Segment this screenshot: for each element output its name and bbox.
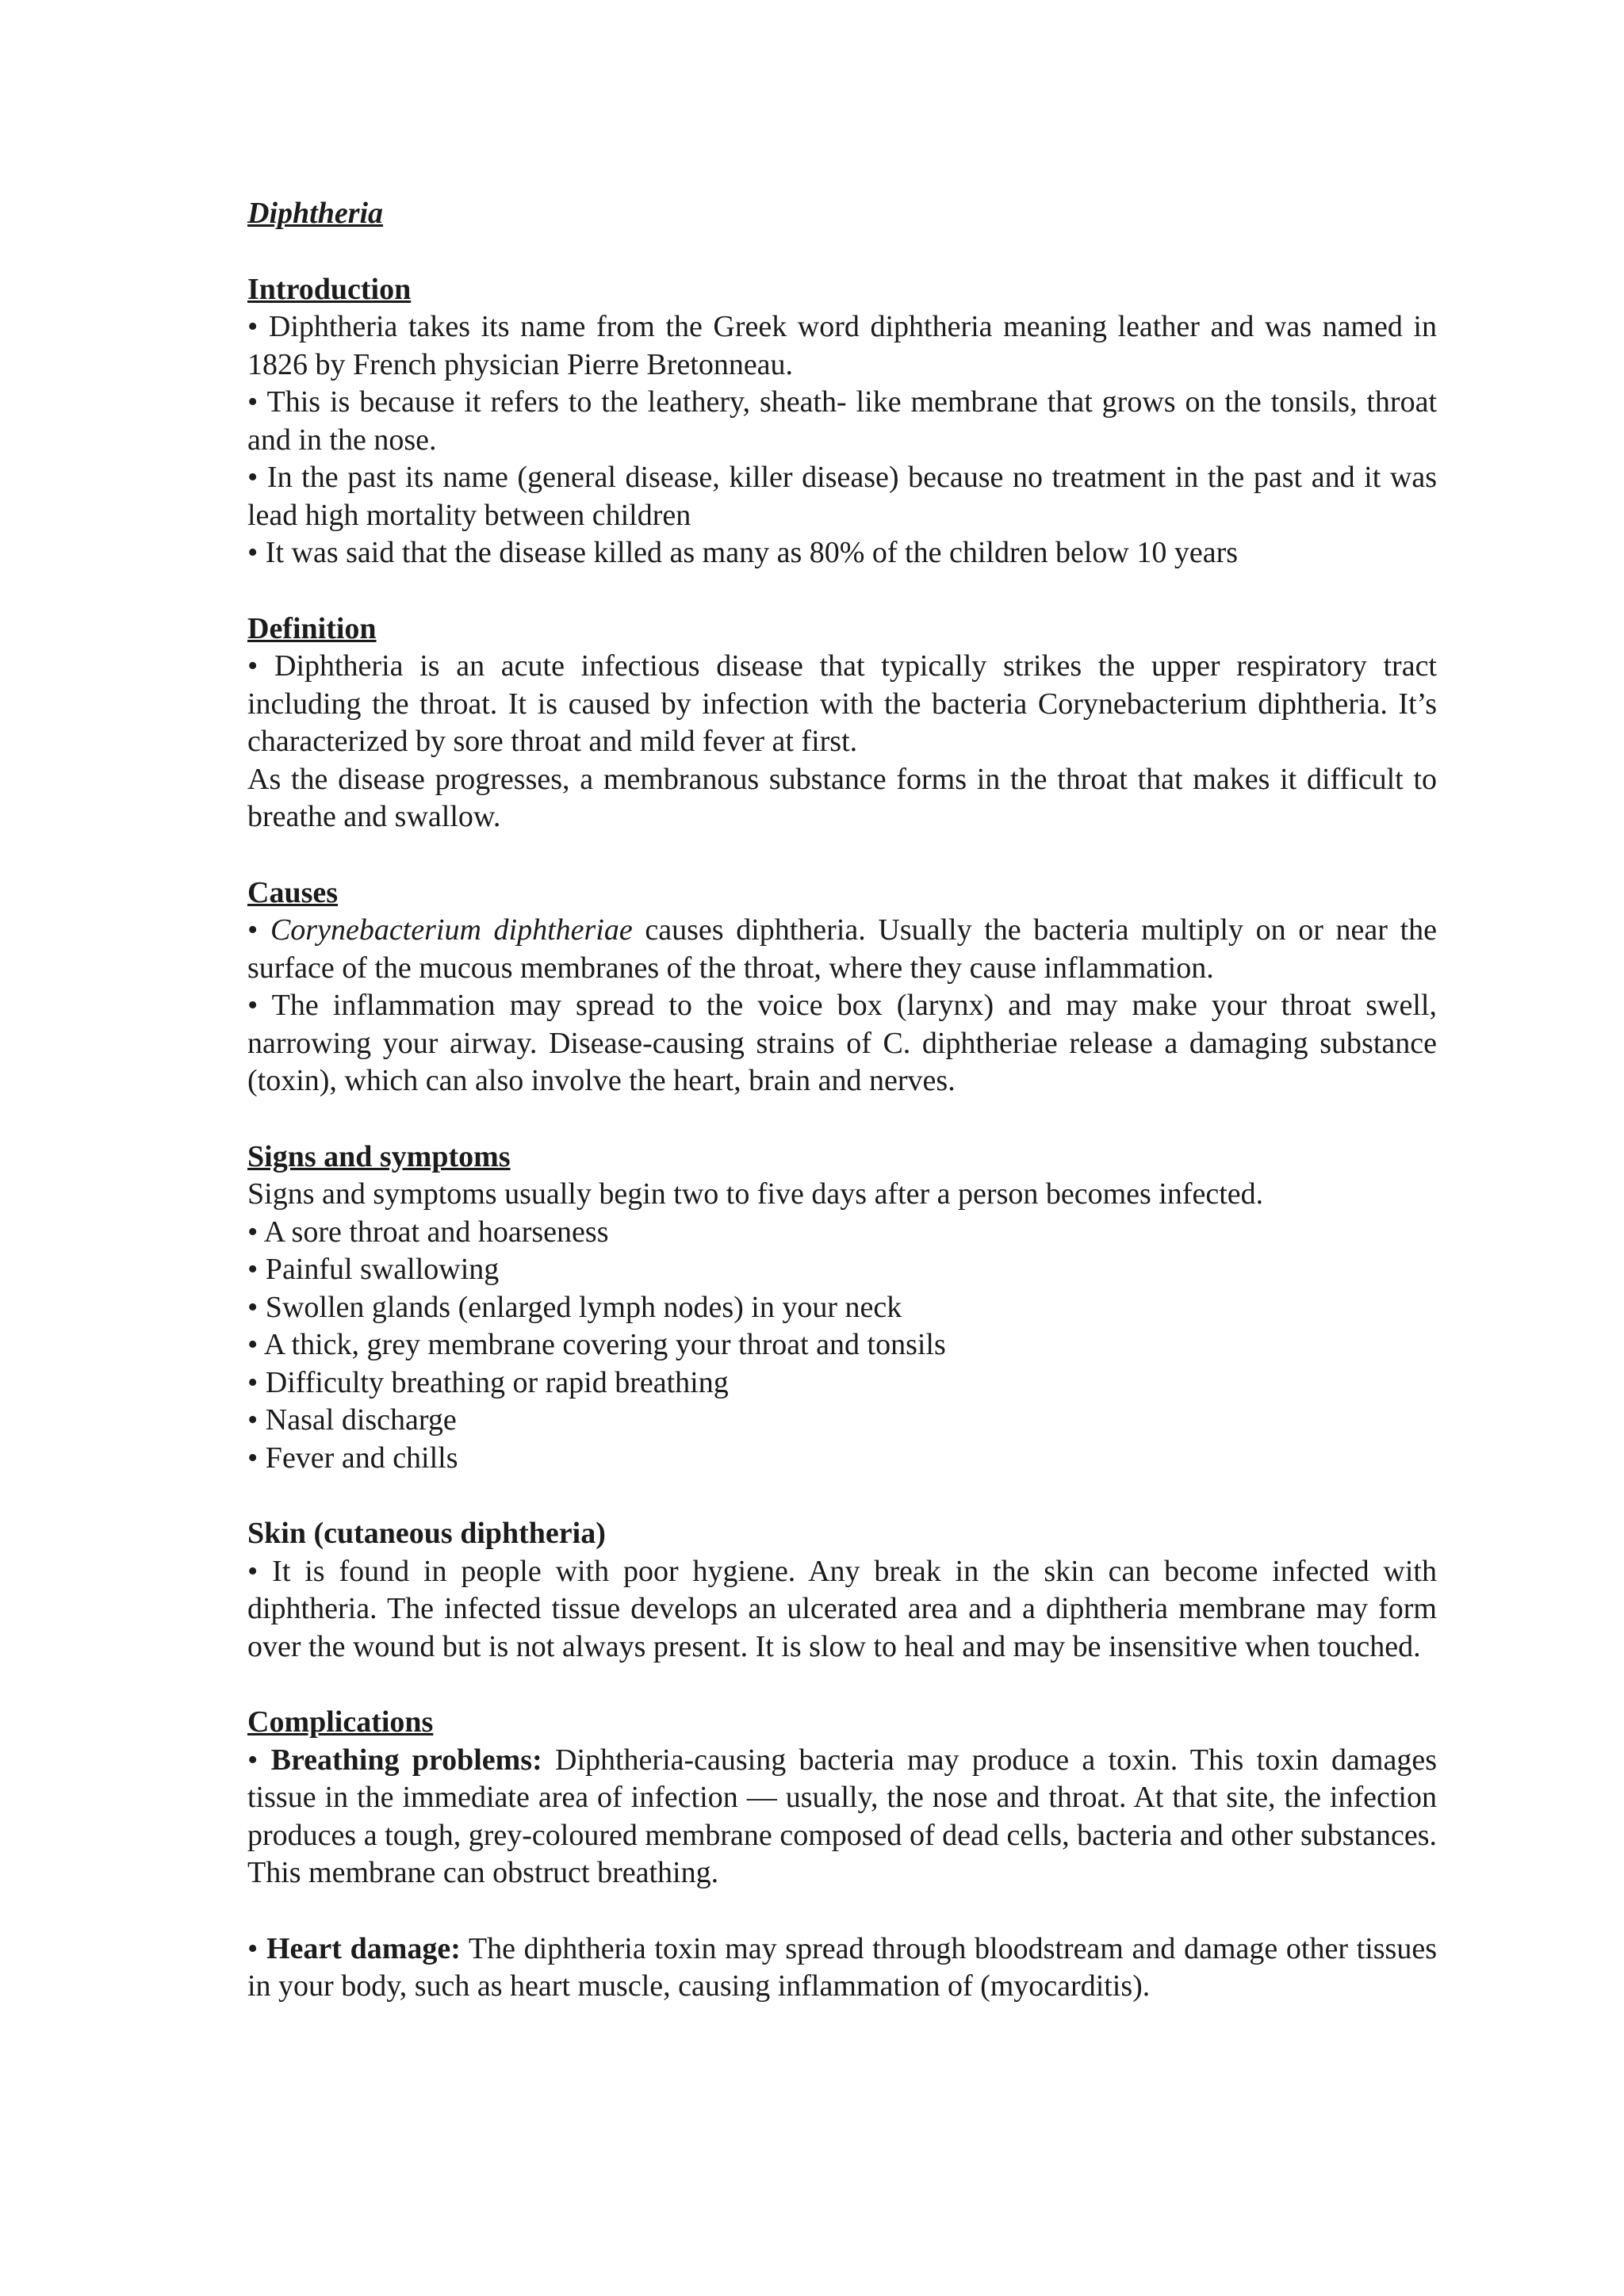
paragraph: As the disease progresses, a membranous substance forms in the throat that makes it difficult to breathe and swallow. (247, 762, 1437, 833)
document-page (247, 195, 1437, 2006)
paragraph: • It was said that the disease killed as many as 80% of the children below 10 years (247, 536, 1239, 569)
paragraph-text: Diphtheria-causing bacteria may produce a toxin. This toxin damages tissue in the immediate area of infection — usually, the nose and throat. At that site, the infection produces a tough, grey-coloured membrane composed of dead cells, bacteria and other substances. This membrane can obstruct breathing. (247, 1743, 1437, 1889)
list-item: • Fever and chills (247, 1441, 458, 1475)
paragraph: • In the past its name (general disease, killer disease) because no treatment in the past and it was lead high mortality between children (247, 461, 1437, 532)
term-label: Breathing problems: (270, 1743, 542, 1777)
paragraph: • It is found in people with poor hygiene. Any break in the skin can become infected with diphtheria. The infected tissue develops an ulcerated area and a diphtheria membrane may form over the wound but is not always present. It is slow to heal and may be insensitive when touched. (247, 1554, 1437, 1663)
section-heading-causes: Causes (247, 875, 339, 909)
paragraph: Signs and symptoms usually begin two to five days after a person becomes infected. (247, 1177, 1264, 1211)
section-heading-definition: Definition (247, 611, 377, 645)
paragraph-text: causes diphtheria. Usually the bacteria multiply on or near the surface of the mucous membranes of the throat, where they cause inflammation. (247, 913, 1437, 985)
section-signs-and-symptoms (247, 1138, 1437, 1478)
paragraph-text: The diphtheria toxin may spread through bloodstream and damage other tissues in your body, such as heart muscle, causing inflammation of (myocarditis). (247, 1931, 1437, 2003)
paragraph: • The inflammation may spread to the voice box (larynx) and may make your throat swell, narrowing your airway. Disease-causing strains of C. diphtheriae release a damaging substance (toxin), which can also involve the heart, brain and nerves. (247, 989, 1437, 1097)
paragraph (247, 912, 1437, 987)
section-heading-skin: Skin (cutaneous diphtheria) (247, 1517, 606, 1550)
bullet: • (247, 913, 270, 947)
section-heading-complications: Complications (247, 1705, 434, 1739)
document-title: Diphtheria (247, 197, 384, 230)
list-item: • Painful swallowing (247, 1253, 500, 1286)
section-introduction (247, 271, 1437, 572)
paragraph (247, 1742, 1437, 1892)
list-item: • Nasal discharge (247, 1403, 457, 1437)
list-item: • Swollen glands (enlarged lymph nodes) in your neck (247, 1290, 902, 1324)
paragraph (247, 1931, 1437, 2006)
list-item: • Difficulty breathing or rapid breathing (247, 1365, 729, 1399)
section-complications (247, 1704, 1437, 2006)
paragraph: • Diphtheria is an acute infectious disease that typically strikes the upper respiratory tract including the throat. It is caused by infection with the bacteria Corynebacterium diphtheria. It’s characterized by sore throat and mild fever at first. (247, 649, 1437, 758)
term-label: Heart damage: (266, 1931, 461, 1965)
section-causes (247, 874, 1437, 1100)
section-skin (247, 1515, 1437, 1666)
section-heading-signs: Signs and symptoms (247, 1139, 511, 1173)
bullet: • (247, 1931, 266, 1965)
list-item: • A thick, grey membrane covering your throat and tonsils (247, 1328, 946, 1361)
section-heading-introduction: Introduction (247, 272, 412, 306)
list-item: • A sore throat and hoarseness (247, 1215, 609, 1249)
paragraph: • Diphtheria takes its name from the Greek word diphtheria meaning leather and was named in 1826 by French physician Pierre Bretonneau. (247, 310, 1437, 381)
species-name: Corynebacterium diphtheriae (270, 913, 633, 947)
bullet: • (247, 1743, 271, 1777)
section-definition (247, 610, 1437, 836)
paragraph: • This is because it refers to the leathery, sheath- like membrane that grows on the tonsils, throat and in the nose. (247, 385, 1437, 457)
